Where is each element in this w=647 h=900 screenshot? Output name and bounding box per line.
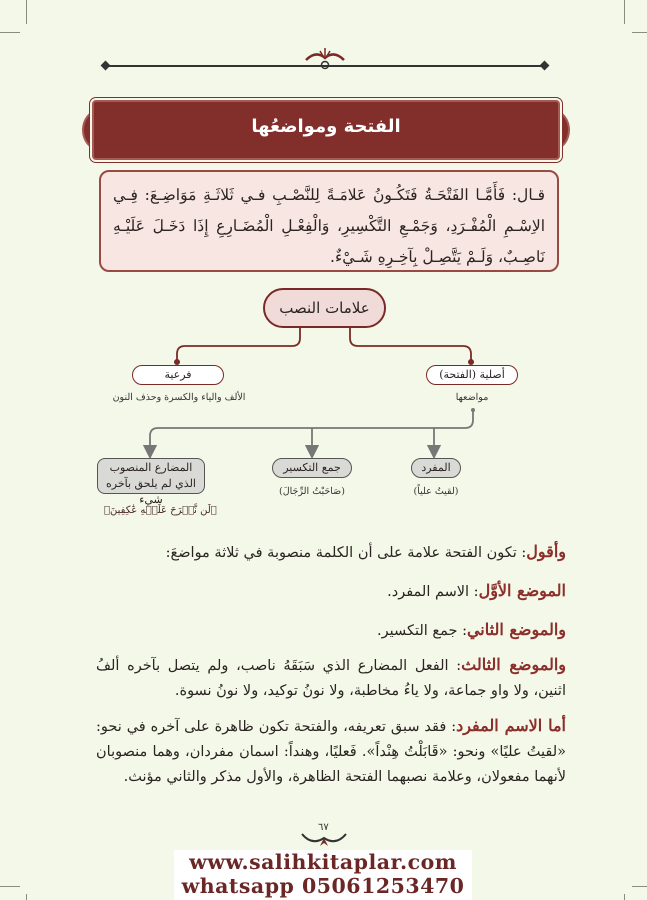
paragraph-text: : فقد سبق تعريفه، والفتحة تكون ظاهرة على آخره في نحو: «لقيتُ عليًا» ونحو: «قَابَلْتُ هِنْداً». فَعليًا، وهنداً: اسمان مفردان، وهما منصوبان لأنهما مفعولان، وعلامة نصبهما الفتحة الظاهرة، والأول مذكر والثاني مؤنث. [96, 719, 566, 785]
footer-whatsapp: whatsapp 05061253470 [181, 874, 465, 898]
node-jam-taksir [272, 458, 352, 478]
paragraph-third [96, 652, 566, 704]
paragraph-lead: والموضع الثاني [466, 620, 566, 639]
paragraph-lead: والموضع الثالث [461, 655, 566, 674]
node-primary-note: مواضعها [455, 392, 489, 403]
footer-website[interactable]: www.salihkitaplar.com [189, 850, 457, 874]
paragraph-lead: أما الاسم المفرد [456, 716, 566, 735]
matn-quote-box: قـال: فَأَمَّـا الفَتْحَـةُ فَتَكُـونُ عَلامَـةً لِلنَّصْـبِ فـي ثَلاثَـةِ مَوَاضِـعَ: فِـي الاِسْـمِ الْمُفْـرَدِ، وَجَمْـعِ التَّكْسِيرِ، وَالْفِعْـلِ الْمُضَـارِعِ إِذَا دَخَـلَ عَلَيْـهِ نَاصِـبٌ، وَلَـمْ يَتَّصِـلْ بِآخِـرِهِ شَـيْءٌ. [99, 170, 559, 272]
paragraph-text: : جمع التكسير. [377, 623, 467, 639]
node-jam-taksir-label: جمع التكسير [283, 461, 341, 474]
paragraph-text: : الاسم المفرد. [387, 584, 479, 600]
node-mufrad-example: (لقيتُ علياً) [413, 486, 459, 497]
diagram-root-node: علامات النصب [263, 288, 386, 328]
node-secondary [132, 365, 224, 385]
paragraph-lead: الموضع الأوَّل [478, 581, 566, 600]
node-mufrad [411, 458, 461, 478]
paragraph-lead: وأقول [526, 542, 566, 561]
node-mufrad-label: المفرد [421, 461, 451, 474]
node-mudari-label-2: الذي لم يلحق بآخره شيء [106, 477, 196, 506]
page-number: ٦٧ [318, 822, 329, 833]
node-mudari [97, 458, 205, 506]
node-primary [426, 365, 518, 385]
node-secondary-label: فرعية [164, 368, 192, 381]
node-jam-taksir-example: (صَاحَبْتُ الرِّجَالَ) [279, 486, 345, 497]
paragraph-first [96, 577, 566, 606]
node-secondary-note: الألف والياء والكسرة وحذف النون [112, 392, 246, 403]
paragraph-mufrad [96, 713, 566, 790]
node-mudari-example: ﴿لَن نَّبۡرَحَ عَلَيۡهِ عَٰكِفِينَ﴾ [104, 505, 217, 516]
node-primary-label: أصلية (الفتحة) [439, 368, 505, 381]
section-title: الفتحة ومواضعُها [251, 116, 401, 137]
paragraph-text: : الفعل المضارع الذي سَبَقَهُ ناصب، ولم يتصل بآخره ألفُ اثنين، ولا واو جماعة، ولا ياءُ مخاطبة، ولا نونُ توكيد، ولا نونُ نسوة. [96, 658, 566, 699]
paragraph-text: : تكون الفتحة علامة على أن الكلمة منصوبة في ثلاثة مواضعَ: [165, 545, 527, 561]
footer-ornament-icon [300, 830, 348, 850]
node-mudari-label-1: المضارع المنصوب [109, 461, 193, 474]
paragraph-second [96, 616, 566, 645]
connector-right [350, 328, 471, 362]
connector-left [177, 328, 300, 362]
footer-watermark [174, 850, 472, 900]
paragraph-intro [96, 538, 566, 567]
